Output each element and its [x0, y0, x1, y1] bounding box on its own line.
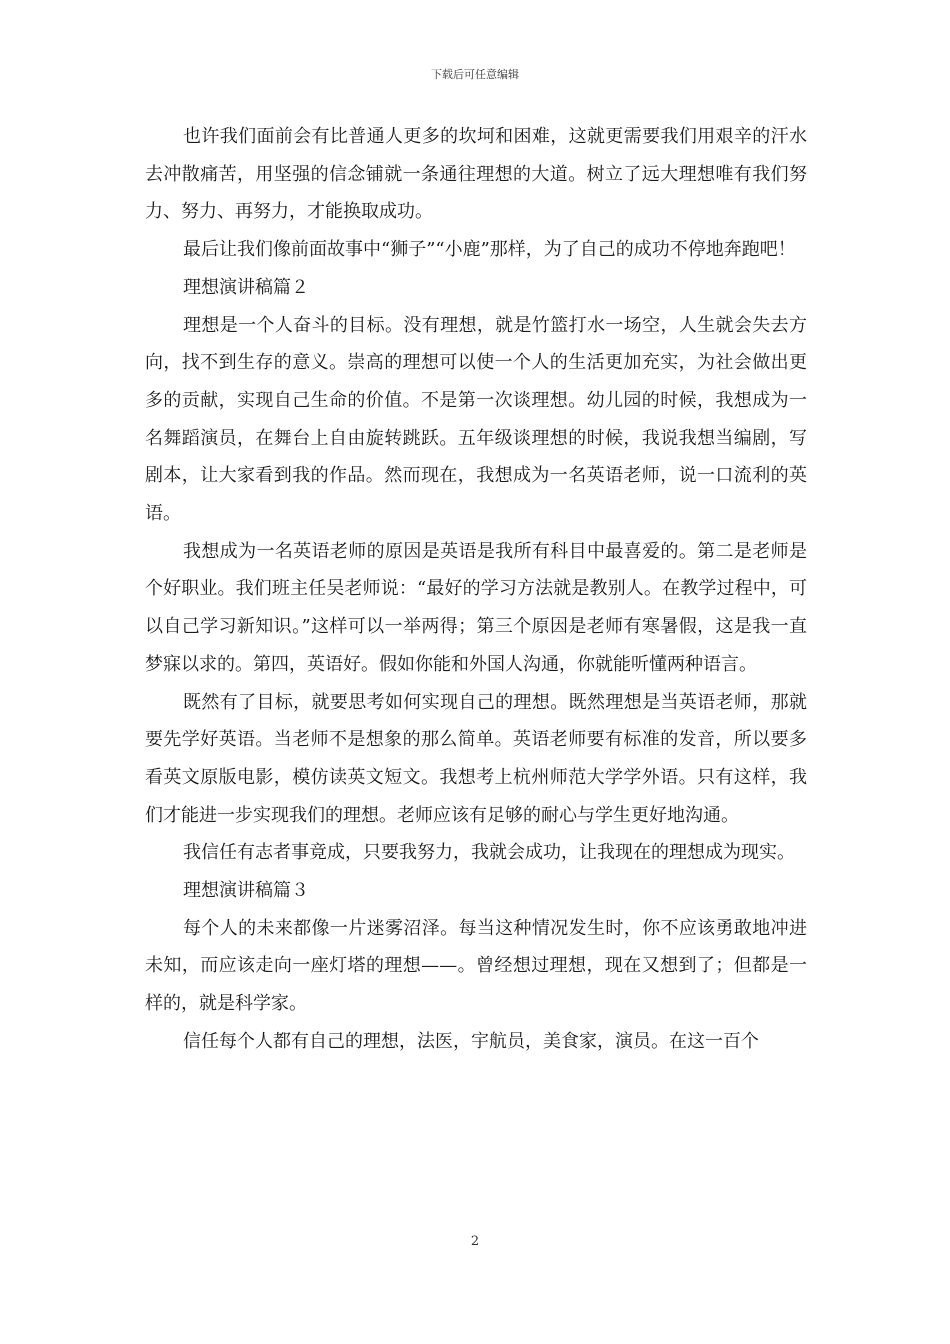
document-body [145, 118, 807, 1061]
paragraph: 理想是一个人奋斗的目标。没有理想，就是竹篮打水一场空，人生就会失去方向，找不到生存的意义。崇高的理想可以使一个人的生活更加充实，为社会做出更多的贡献，实现自己生命的价值。不是第一次谈理想。幼儿园的时候，我想成为一名舞蹈演员，在舞台上自由旋转跳跃。五年级谈理想的时候，我说我想当编剧，写剧本，让大家看到我的作品。然而现在，我想成为一名英语老师，说一口流利的英语。 [145, 314, 807, 525]
paragraph: 也许我们面前会有比普通人更多的坎坷和困难，这就更需要我们用艰辛的汗水去冲散痛苦，用坚强的信念铺就一条通往理想的大道。树立了远大理想唯有我们努力、努力、再努力，才能换取成功。 [145, 126, 807, 223]
page-header: 下载后可任意编辑 [431, 68, 519, 81]
paragraph: 每个人的未来都像一片迷雾沼泽。每当这种情况发生时，你不应该勇敢地冲进未知，而应该走向一座灯塔的理想——。曾经想过理想，现在又想到了；但都是一样的，就是科学家。 [145, 917, 807, 1015]
paragraph: 既然有了目标，就要思考如何实现自己的理想。既然理想是当英语老师，那就要先学好英语。当老师不是想象的那么简单。英语老师要有标准的发音，所以要多看英文原版电影，模仿读英文短文。我想考上杭州师范大学学外语。只有这样，我们才能进一步实现我们的理想。老师应该有足够的耐心与学生更好地沟通。 [145, 691, 807, 826]
paragraph: 我信任有志者事竟成，只要我努力，我就会成功，让我现在的理想成为现实。 [183, 842, 795, 864]
paragraph: 信任每个人都有自己的理想，法医，宇航员，美食家，演员。在这一百个 [183, 1030, 759, 1052]
section-heading: 理想演讲稿篇２ [183, 276, 309, 298]
paragraph: 我想成为一名英语老师的原因是英语是我所有科目中最喜爱的。第二是老师是个好职业。我们班主任吴老师说：“最好的学习方法就是教别人。在教学过程中，可以自己学习新知识。”这样可以一举两得；第三个原因是老师有寒暑假，这是我一直梦寐以求的。第四，英语好。假如你能和外国人沟通，你就能听懂两种语言。 [145, 540, 807, 675]
section-heading: 理想演讲稿篇３ [183, 880, 309, 902]
page-number: 2 [470, 1234, 480, 1249]
paragraph: 最后让我们像前面故事中“狮子”“小鹿”那样，为了自己的成功不停地奔跑吧！ [183, 239, 796, 261]
